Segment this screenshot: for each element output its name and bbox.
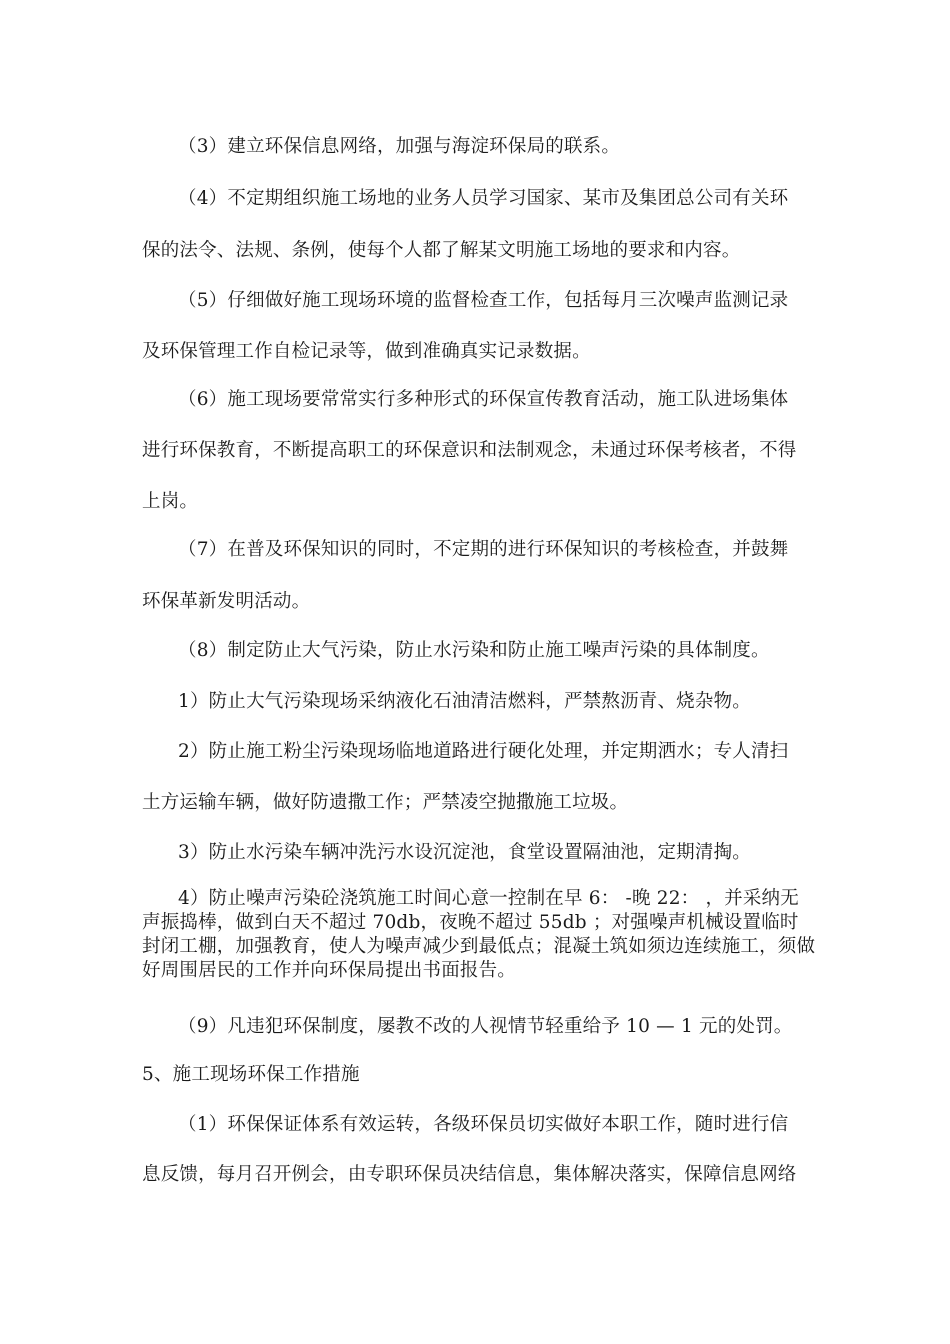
paragraph-7-line-2: 环保革新发明活动。 (142, 591, 311, 612)
section-5-paragraph-1-line-1: （1）环保保证体系有效运转，各级环保员切实做好本职工作，随时进行信 (178, 1114, 789, 1135)
paragraph-6-line-3: 上岗。 (142, 491, 199, 512)
paragraph-3: （3）建立环保信息网络，加强与海淀环保局的联系。 (178, 136, 621, 157)
item-4-paragraph: 4）防止噪声污染砼浇筑施工时间心意一控制在早 6： -晚 22： ，并采纳无声振捣棒，做到白天不超过 70db，夜晚不超过 55db ；对强噪声机械设置临时封闭工棚，加强教育，使人为噪声减少到最低点；混凝土筑如须边连续施工，须做好周围居民的工作并向环保局提出书面报告。 (142, 888, 816, 981)
item-2-line-2: 土方运输车辆，做好防遗撒工作；严禁凌空抛撒施工垃圾。 (142, 792, 629, 813)
item-1: 1）防止大气污染现场采纳液化石油清洁燃料，严禁熬沥青、烧杂物。 (178, 691, 751, 712)
section-5-paragraph-1-line-2: 息反馈，每月召开例会，由专职环保员决结信息，集体解决落实，保障信息网络 (142, 1164, 797, 1185)
paragraph-5-line-1: （5）仔细做好施工现场环境的监督检查工作，包括每月三次噪声监测记录 (178, 290, 789, 311)
section-heading-5: 5、施工现场环保工作措施 (142, 1064, 360, 1085)
item-3: 3）防止水污染车辆冲洗污水设沉淀池，食堂设置隔油池，定期清掏。 (178, 842, 751, 863)
paragraph-7-line-1: （7）在普及环保知识的同时，不定期的进行环保知识的考核检查，并鼓舞 (178, 539, 789, 560)
paragraph-4-line-2: 保的法令、法规、条例，使每个人都了解某文明施工场地的要求和内容。 (142, 240, 741, 261)
paragraph-4-line-1: （4）不定期组织施工场地的业务人员学习国家、某市及集团总公司有关环 (178, 188, 789, 209)
paragraph-5-line-2: 及环保管理工作自检记录等，做到准确真实记录数据。 (142, 341, 591, 362)
paragraph-6-line-1: （6）施工现场要常常实行多种形式的环保宣传教育活动，施工队进场集体 (178, 389, 789, 410)
paragraph-9: （9）凡违犯环保制度，屡教不改的人视情节轻重给予 10 — 1 元的处罚。 (178, 1016, 793, 1037)
paragraph-6-line-2: 进行环保教育，不断提高职工的环保意识和法制观念，未通过环保考核者，不得 (142, 440, 797, 461)
paragraph-8: （8）制定防止大气污染，防止水污染和防止施工噪声污染的具体制度。 (178, 640, 770, 661)
item-2-line-1: 2）防止施工粉尘污染现场临地道路进行硬化处理，并定期洒水；专人清扫 (178, 741, 789, 762)
